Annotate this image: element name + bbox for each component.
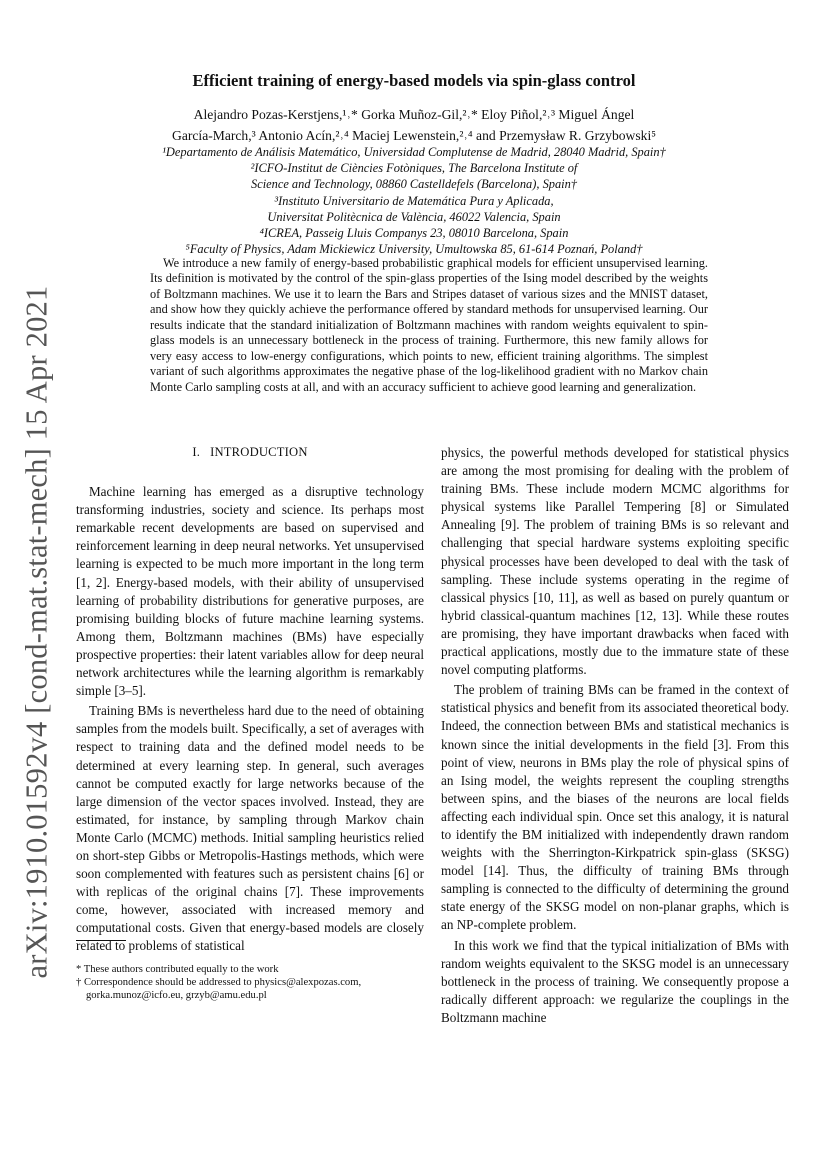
- body-paragraph: physics, the powerful methods developed for statistical physics are among the most promising for dealing with the problem of training BMs. These include modern MCMC algorithms for physical systems like Parallel Tempering [8] or Simulated Annealing [9]. The problem of training BMs is so relevant and challenging that special hardware systems exploiting specific physical processes have been developed to deal with the task of sampling. These include systems operating in the regime of classical physics [10, 11], as well as based on purely quantum or hybrid classical-quantum machines [12, 13]. While these routes are promising, they have important drawbacks when faced with practical applications, mostly due to the immature state of these novel computing platforms.: [441, 445, 789, 678]
- body-paragraph: In this work we find that the typical initialization of BMs with random weights equivalent to the SKSG model is an unnecessary bottleneck in the process of training. We consequently propose a radically different approach: we regularize the couplings in the Boltzmann machine: [441, 937, 789, 1025]
- footnote: * These authors contributed equally to the work: [76, 964, 279, 975]
- paper-title: Efficient training of energy-based models via spin-glass control: [192, 71, 636, 90]
- arxiv-sidebar: [14, 285, 60, 979]
- affiliation-line: ⁴ICREA, Passeig Lluis Companys 23, 08010 Barcelona, Spain: [259, 226, 569, 241]
- section-title: INTRODUCTION: [210, 445, 308, 459]
- affiliation-line: ¹Departamento de Análisis Matemático, Universidad Complutense de Madrid, 28040 Madrid, Spain†: [162, 145, 666, 159]
- footnotes: [76, 964, 431, 1002]
- author-line-1: Alejandro Pozas-Kerstjens,¹˒* Gorka Muñoz-Gil,²˒* Eloy Piñol,²˒³ Miguel Ángel: [193, 107, 635, 122]
- abstract-text: We introduce a new family of energy-based probabilistic graphical models for efficient unsupervised learning. Its definition is motivated by the control of the spin-glass properties of the Ising model described by the weights of Boltzmann machines. We use it to learn the Bars and Stripes dataset of various sizes and the MNIST dataset, and show how they quickly achieve the performance offered by standard methods for unsupervised learning. Our results indicate that the standard initialization of Boltzmann machines with random weights equivalent to spin-glass models is an unnecessary bottleneck in the process of training. Furthermore, this new family allows for very easy access to low-energy configurations, which points to new, efficient training algorithms. The simplest variant of such algorithms approximates the negative phase of the log-likelihood gradient with no Markov chain Monte Carlo sampling costs at all, and with an accuracy sufficient to achieve good learning and generalization.: [150, 256, 708, 394]
- affiliation-list: [80, 144, 748, 257]
- footnote: gorka.munoz@icfo.eu, grzyb@amu.edu.pl: [86, 989, 267, 1001]
- body-paragraph: Training BMs is nevertheless hard due to the need of obtaining samples from the models built. Specifically, a set of averages with respect to training data and the defined model needs to be determined at every learning step. In general, such averages cannot be computed exactly for large networks because of the large dimension of the vector spaces involved. Instead, they are estimated, for instance, by sampling through Markov chain Monte Carlo (MCMC) methods. Initial sampling heuristics relied on short-step Gibbs or Metropolis-Hastings methods, which were soon complemented with features such as persistent chains [6] or with replicas of the original chains [7]. These improvements come, however, associated with increased memory and computational costs. Given that energy-based models are closely related to problems of statistical: [76, 703, 425, 954]
- left-column: [76, 443, 424, 958]
- section-number: I.: [192, 445, 201, 459]
- footnote-divider: [76, 940, 126, 941]
- author-list: [100, 104, 728, 146]
- abstract: [150, 256, 708, 395]
- affiliation-line: ³Instituto Universitario de Matemática Pura y Aplicada,: [274, 193, 554, 208]
- section-heading: [76, 443, 424, 461]
- affiliation-line: Science and Technology, 08860 Castelldefels (Barcelona), Spain†: [251, 177, 577, 192]
- right-column: [441, 444, 789, 1029]
- footnote: † Correspondence should be addressed to physics@alexpozas.com,: [76, 976, 362, 988]
- arxiv-identifier: arXiv:1910.01592v4 [cond-mat.stat-mech] 15 Apr 2021: [19, 285, 54, 979]
- affiliation-line: ⁵Faculty of Physics, Adam Mickiewicz University, Umultowska 85, 61-614 Poznań, Poland†: [185, 242, 643, 257]
- affiliation-line: Universitat Politècnica de València, 46022 Valencia, Spain: [267, 209, 561, 224]
- author-line-2: García-March,³ Antonio Acín,²˒⁴ Maciej Lewenstein,²˒⁴ and Przemysław R. Grzybowski⁵: [172, 128, 656, 143]
- body-paragraph: Machine learning has emerged as a disruptive technology transforming industries, society and science. Its perhaps most remarkable recent developments are based on supervised and reinforcement learning in deep neural networks. Yet unsupervised learning is expected to be much more important in the long term [1, 2]. Energy-based models, with their ability of unsupervised learning of probability distributions for generative purposes, are promising building blocks of future machine learning systems. Among them, Boltzmann machines (BMs) have especially prospective properties: their latent variables allow for deep neural network architectures while the learning algorithm is remarkably simple [3–5].: [76, 484, 424, 699]
- body-paragraph: The problem of training BMs can be framed in the context of statistical physics and benefit from its associated theoretical body. Indeed, the connection between BMs and statistical mechanics is known since the initial developments in the field [3]. From this point of view, neurons in BMs play the role of physical spins of an Ising model, the weights represent the coupling strengths between spins, and the biases of the neurons are local fields affecting each individual spin. Once set this analogy, it is natural to identify the BM initialized with independently drawn random weights with the Sherrington-Kirkpatrick spin-glass (SKSG) model [14]. Thus, the difficulty of training BMs through sampling is connected to the difficulty of determining the ground state energy of the SKSG model on non-planar graphs, which is an NP-complete problem.: [441, 682, 789, 933]
- affiliation-line: ²ICFO-Institut de Ciències Fotòniques, The Barcelona Institute of: [250, 161, 578, 176]
